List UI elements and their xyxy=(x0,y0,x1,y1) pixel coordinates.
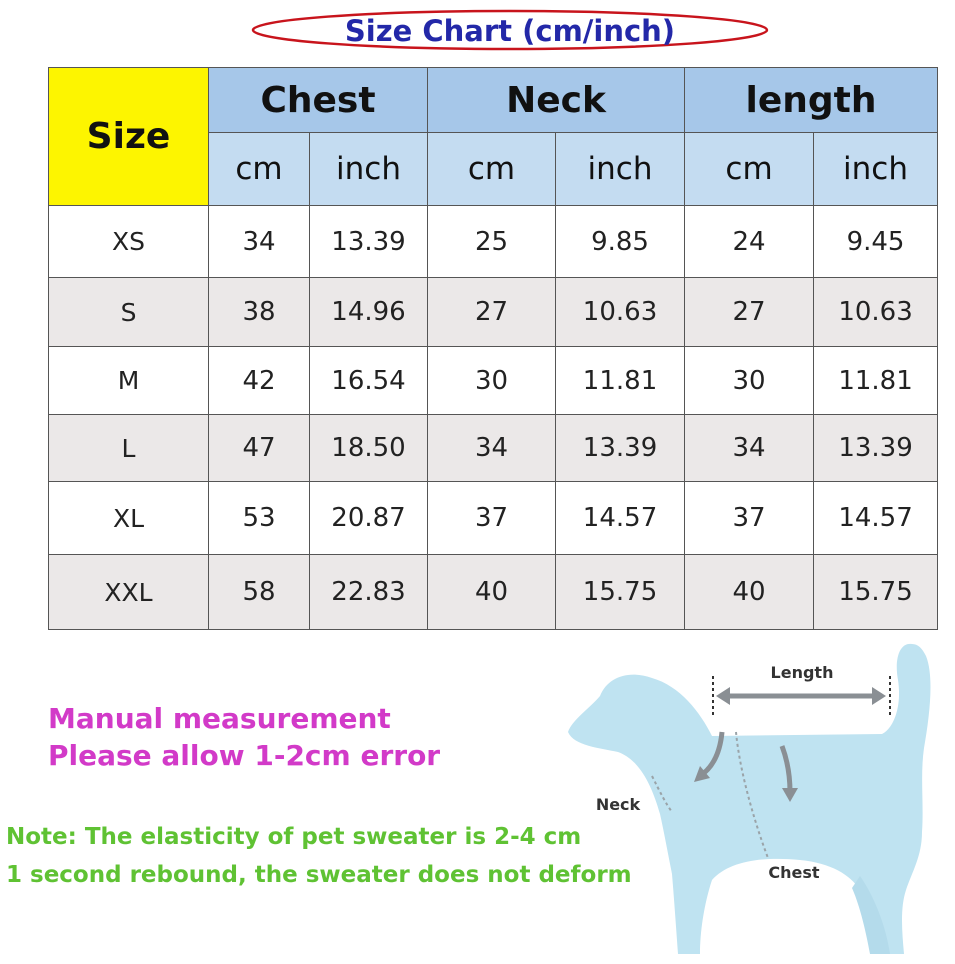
table-cell: 16.54 xyxy=(310,347,428,415)
size-cell: M xyxy=(49,347,209,415)
length-label: Length xyxy=(770,663,834,682)
unit-header: inch xyxy=(556,133,685,206)
table-cell: 34 xyxy=(209,206,310,278)
unit-header: cm xyxy=(685,133,814,206)
size-cell: XL xyxy=(49,482,209,555)
manual-line-2: Please allow 1-2cm error xyxy=(48,739,441,772)
table-cell: 20.87 xyxy=(310,482,428,555)
chest-header: Chest xyxy=(209,68,428,133)
table-cell: 15.75 xyxy=(814,555,938,630)
length-arrow-head-right xyxy=(872,687,886,705)
table-cell: 13.39 xyxy=(310,206,428,278)
table-cell: 14.57 xyxy=(814,482,938,555)
table-cell: 30 xyxy=(428,347,556,415)
length-arrow-head-left xyxy=(716,687,730,705)
table-cell: 14.96 xyxy=(310,278,428,347)
neck-label: Neck xyxy=(595,795,641,814)
note-line-2: 1 second rebound, the sweater does not deform xyxy=(6,862,632,888)
table-cell: 40 xyxy=(428,555,556,630)
table-cell: 58 xyxy=(209,555,310,630)
table-cell: 42 xyxy=(209,347,310,415)
manual-measurement-note xyxy=(48,700,440,774)
table-row xyxy=(49,482,938,555)
dog-measurement-diagram xyxy=(560,636,955,964)
title-block xyxy=(250,8,770,52)
table-cell: 37 xyxy=(428,482,556,555)
table-cell: 13.39 xyxy=(556,415,685,482)
size-header: Size xyxy=(49,68,209,206)
table-cell: 38 xyxy=(209,278,310,347)
unit-header: cm xyxy=(209,133,310,206)
unit-header: cm xyxy=(428,133,556,206)
page-title: Size Chart (cm/inch) xyxy=(344,14,676,48)
table-cell: 11.81 xyxy=(814,347,938,415)
group-header-row xyxy=(49,68,938,133)
table-cell: 9.45 xyxy=(814,206,938,278)
table-cell: 22.83 xyxy=(310,555,428,630)
table-cell: 18.50 xyxy=(310,415,428,482)
size-chart-table xyxy=(48,67,938,630)
table-row xyxy=(49,206,938,278)
table-cell: 10.63 xyxy=(814,278,938,347)
table-cell: 30 xyxy=(685,347,814,415)
table-cell: 15.75 xyxy=(556,555,685,630)
table-cell: 9.85 xyxy=(556,206,685,278)
table-row xyxy=(49,415,938,482)
table-cell: 10.63 xyxy=(556,278,685,347)
table-row xyxy=(49,278,938,347)
table-cell: 34 xyxy=(428,415,556,482)
length-header: length xyxy=(685,68,938,133)
table-cell: 14.57 xyxy=(556,482,685,555)
elasticity-note xyxy=(6,818,632,894)
table-cell: 24 xyxy=(685,206,814,278)
table-cell: 27 xyxy=(428,278,556,347)
table-row xyxy=(49,555,938,630)
size-cell: XS xyxy=(49,206,209,278)
table-cell: 34 xyxy=(685,415,814,482)
note-line-1: Note: The elasticity of pet sweater is 2-4 cm xyxy=(6,824,582,850)
table-cell: 37 xyxy=(685,482,814,555)
neck-header: Neck xyxy=(428,68,685,133)
unit-header: inch xyxy=(814,133,938,206)
size-cell: L xyxy=(49,415,209,482)
manual-line-1: Manual measurement xyxy=(48,702,391,735)
table-cell: 11.81 xyxy=(556,347,685,415)
table-row xyxy=(49,347,938,415)
size-cell: S xyxy=(49,278,209,347)
chest-label: Chest xyxy=(768,863,820,882)
table-cell: 13.39 xyxy=(814,415,938,482)
table-cell: 53 xyxy=(209,482,310,555)
table-cell: 25 xyxy=(428,206,556,278)
unit-header: inch xyxy=(310,133,428,206)
size-cell: XXL xyxy=(49,555,209,630)
table-cell: 27 xyxy=(685,278,814,347)
table-cell: 40 xyxy=(685,555,814,630)
table-cell: 47 xyxy=(209,415,310,482)
